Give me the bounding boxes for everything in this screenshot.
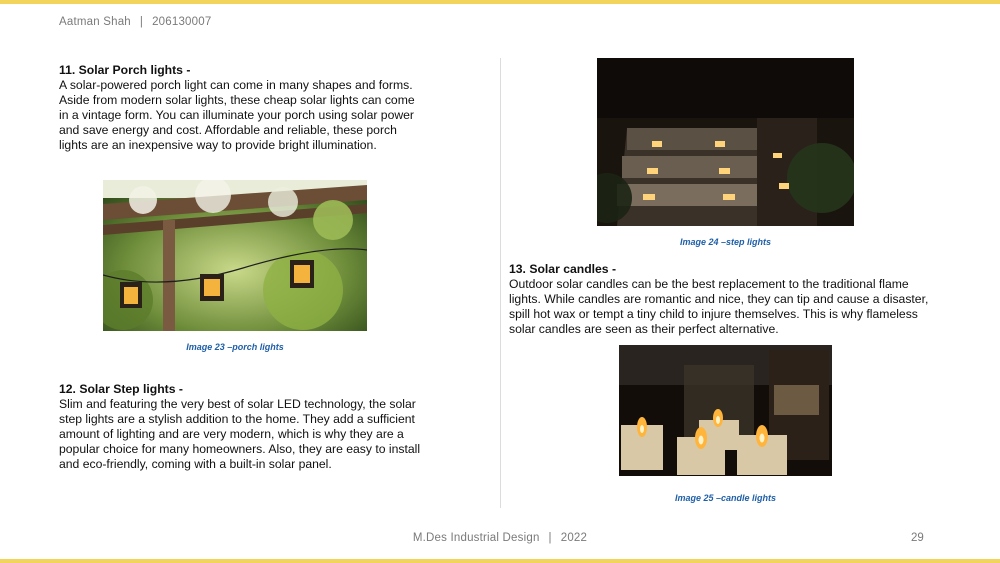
section-heading: 11. Solar Porch lights - <box>59 63 191 77</box>
footer-year: 2022 <box>560 532 588 544</box>
column-divider <box>500 58 501 508</box>
candle-lights-image <box>619 345 832 476</box>
header-separator: | <box>139 16 144 28</box>
step-lights-image <box>597 58 854 226</box>
section-body: Outdoor solar candles can be the best replacement to the traditional flame lights. While candles are romantic and nice, they can tip and cause a disaster, spill hot wax or tempt a tiny child to injure themselves. This is why flameless solar candles are seen as their perfect alternative. <box>509 277 929 336</box>
section-step-lights <box>59 382 421 472</box>
step-lights-illustration <box>597 58 854 226</box>
page-footer <box>0 532 1000 544</box>
student-id: 206130007 <box>152 16 212 28</box>
caption-porch-lights: Image 23 –porch lights <box>186 342 284 352</box>
section-heading: 13. Solar candles - <box>509 262 617 276</box>
bottom-accent-bar <box>0 559 1000 563</box>
section-body: A solar-powered porch light can come in many shapes and forms. Aside from modern solar lights, these cheap solar lights can come in a vintage form. You can illuminate your porch using solar power and save energy and cost. Affordable and reliable, these porch lights are an inexpensive way to provide bright illumination. <box>59 78 415 152</box>
section-heading: 12. Solar Step lights - <box>59 382 183 396</box>
section-body: Slim and featuring the very best of solar LED technology, the solar step lights are a stylish addition to the home. They add a sufficient amount of lighting and are very modern, which is why they are a popular choice for many homeowners. Also, they are easy to install and eco-friendly, coming with a built-in solar panel. <box>59 397 421 471</box>
program-name: M.Des Industrial Design <box>412 532 540 544</box>
footer-separator: | <box>548 532 552 544</box>
porch-lights-illustration <box>103 180 367 331</box>
page-header <box>59 16 211 28</box>
candle-lights-illustration <box>619 345 832 476</box>
section-solar-candles <box>509 262 929 337</box>
section-porch-lights <box>59 63 421 153</box>
top-accent-bar <box>0 0 1000 4</box>
caption-candle-lights: Image 25 –candle lights <box>674 493 777 503</box>
caption-step-lights: Image 24 –step lights <box>679 237 772 247</box>
page-number: 29 <box>911 532 924 544</box>
porch-lights-image <box>103 180 367 331</box>
author-name: Aatman Shah <box>59 16 131 28</box>
